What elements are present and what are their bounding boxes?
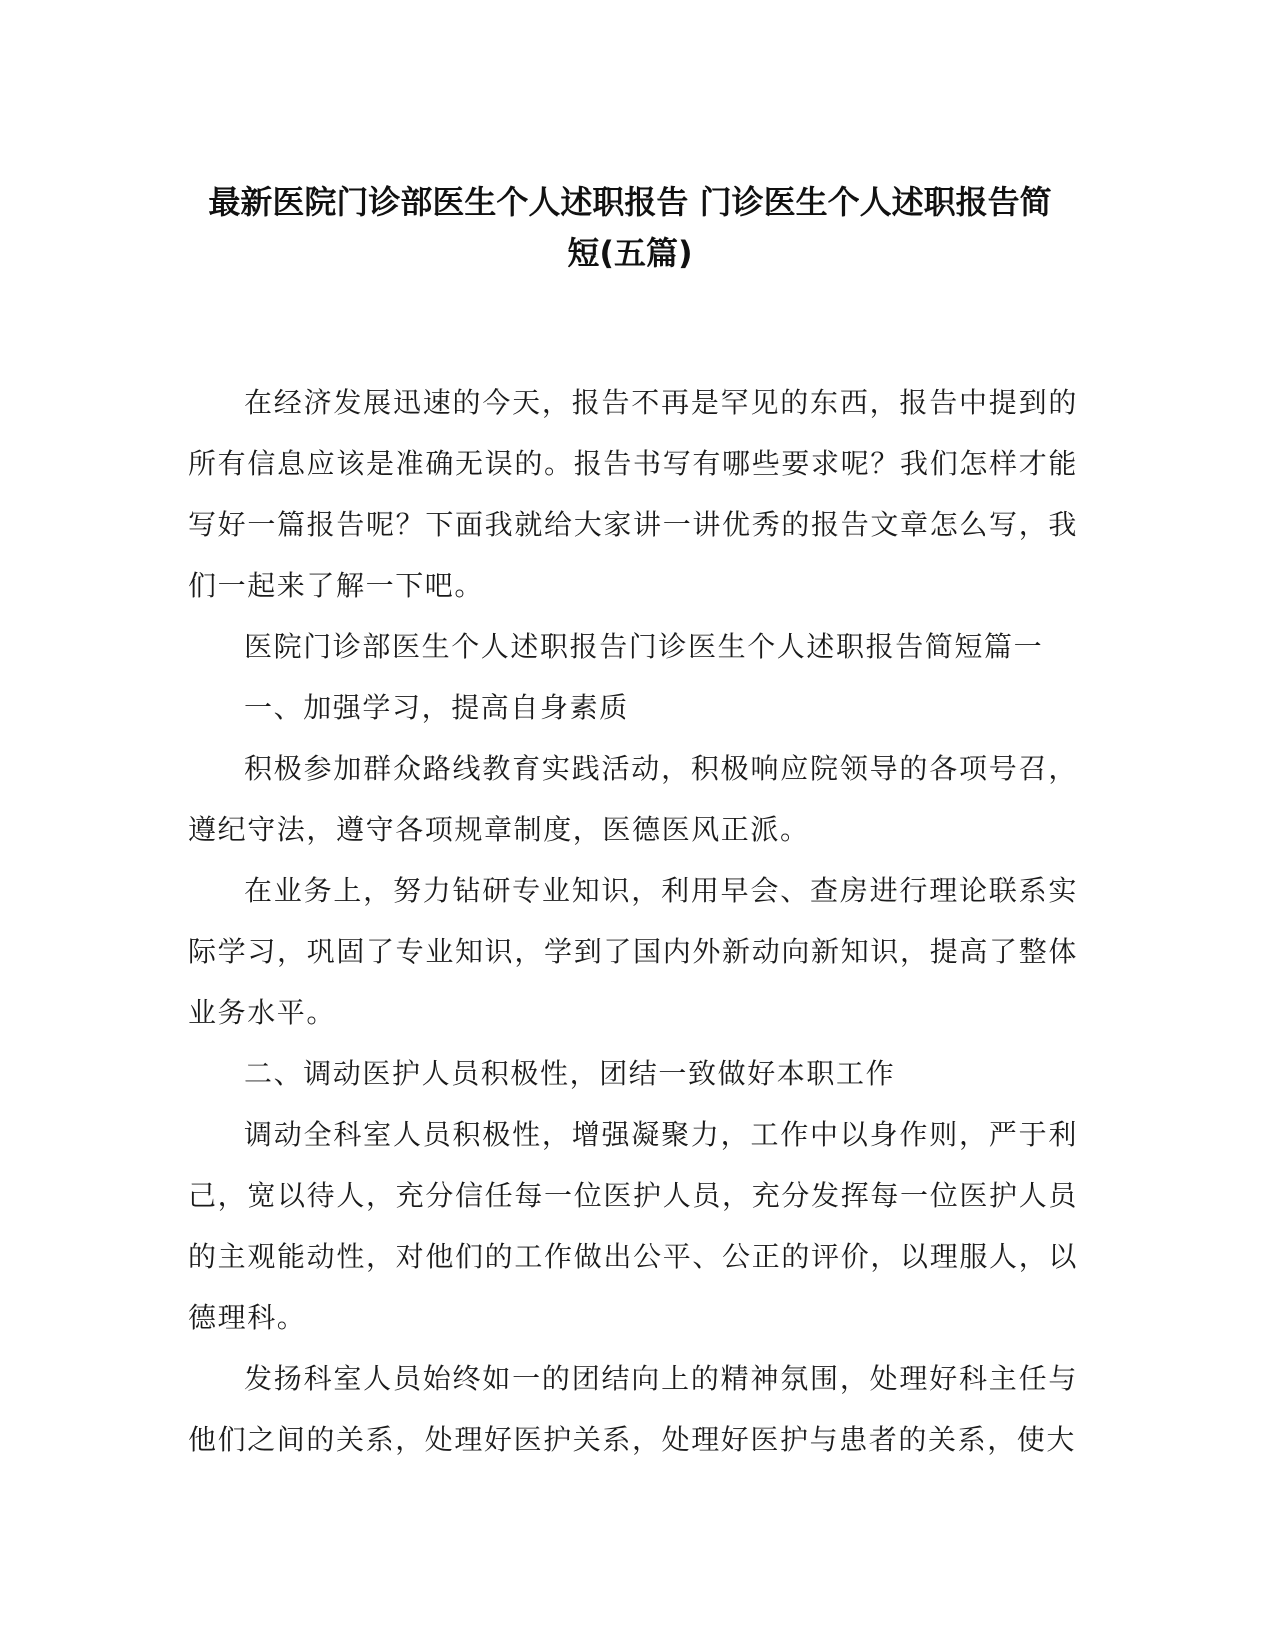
subheading-teamwork: 二、调动医护人员积极性，团结一致做好本职工作 — [244, 1057, 896, 1090]
section-heading-part-one: 医院门诊部医生个人述职报告门诊医生个人述职报告简短篇一 — [244, 630, 1044, 663]
title-line-2: 短(五篇) — [567, 234, 693, 272]
paragraph: 调动全科室人员积极性，增强凝聚力，工作中以身作则，严于利己，宽以待人，充分信任每一位医护人员，充分发挥每一位医护人员的主观能动性，对他们的工作做出公平、公正的评价，以理服人，以德理科。 — [188, 1118, 1078, 1334]
intro-paragraph: 在经济发展迅速的今天，报告不再是罕见的东西，报告中提到的所有信息应该是准确无误的。报告书写有哪些要求呢？我们怎样才能写好一篇报告呢？下面我就给大家讲一讲优秀的报告文章怎么写，我们一起来了解一下吧。 — [188, 386, 1078, 602]
document-title — [180, 177, 1080, 279]
title-line-1: 最新医院门诊部医生个人述职报告 门诊医生个人述职报告简 — [208, 183, 1052, 221]
paragraph: 在业务上，努力钻研专业知识，利用早会、查房进行理论联系实际学习，巩固了专业知识，学到了国内外新动向新知识，提高了整体业务水平。 — [188, 874, 1078, 1029]
document-body — [188, 372, 1078, 1470]
paragraph: 积极参加群众路线教育实践活动，积极响应院领导的各项号召，遵纪守法，遵守各项规章制度，医德医风正派。 — [188, 752, 1078, 846]
subheading-study: 一、加强学习，提高自身素质 — [244, 691, 629, 724]
paragraph: 发扬科室人员始终如一的团结向上的精神氛围，处理好科主任与他们之间的关系，处理好医护关系，处理好医护与患者的关系，使大 — [188, 1362, 1078, 1456]
